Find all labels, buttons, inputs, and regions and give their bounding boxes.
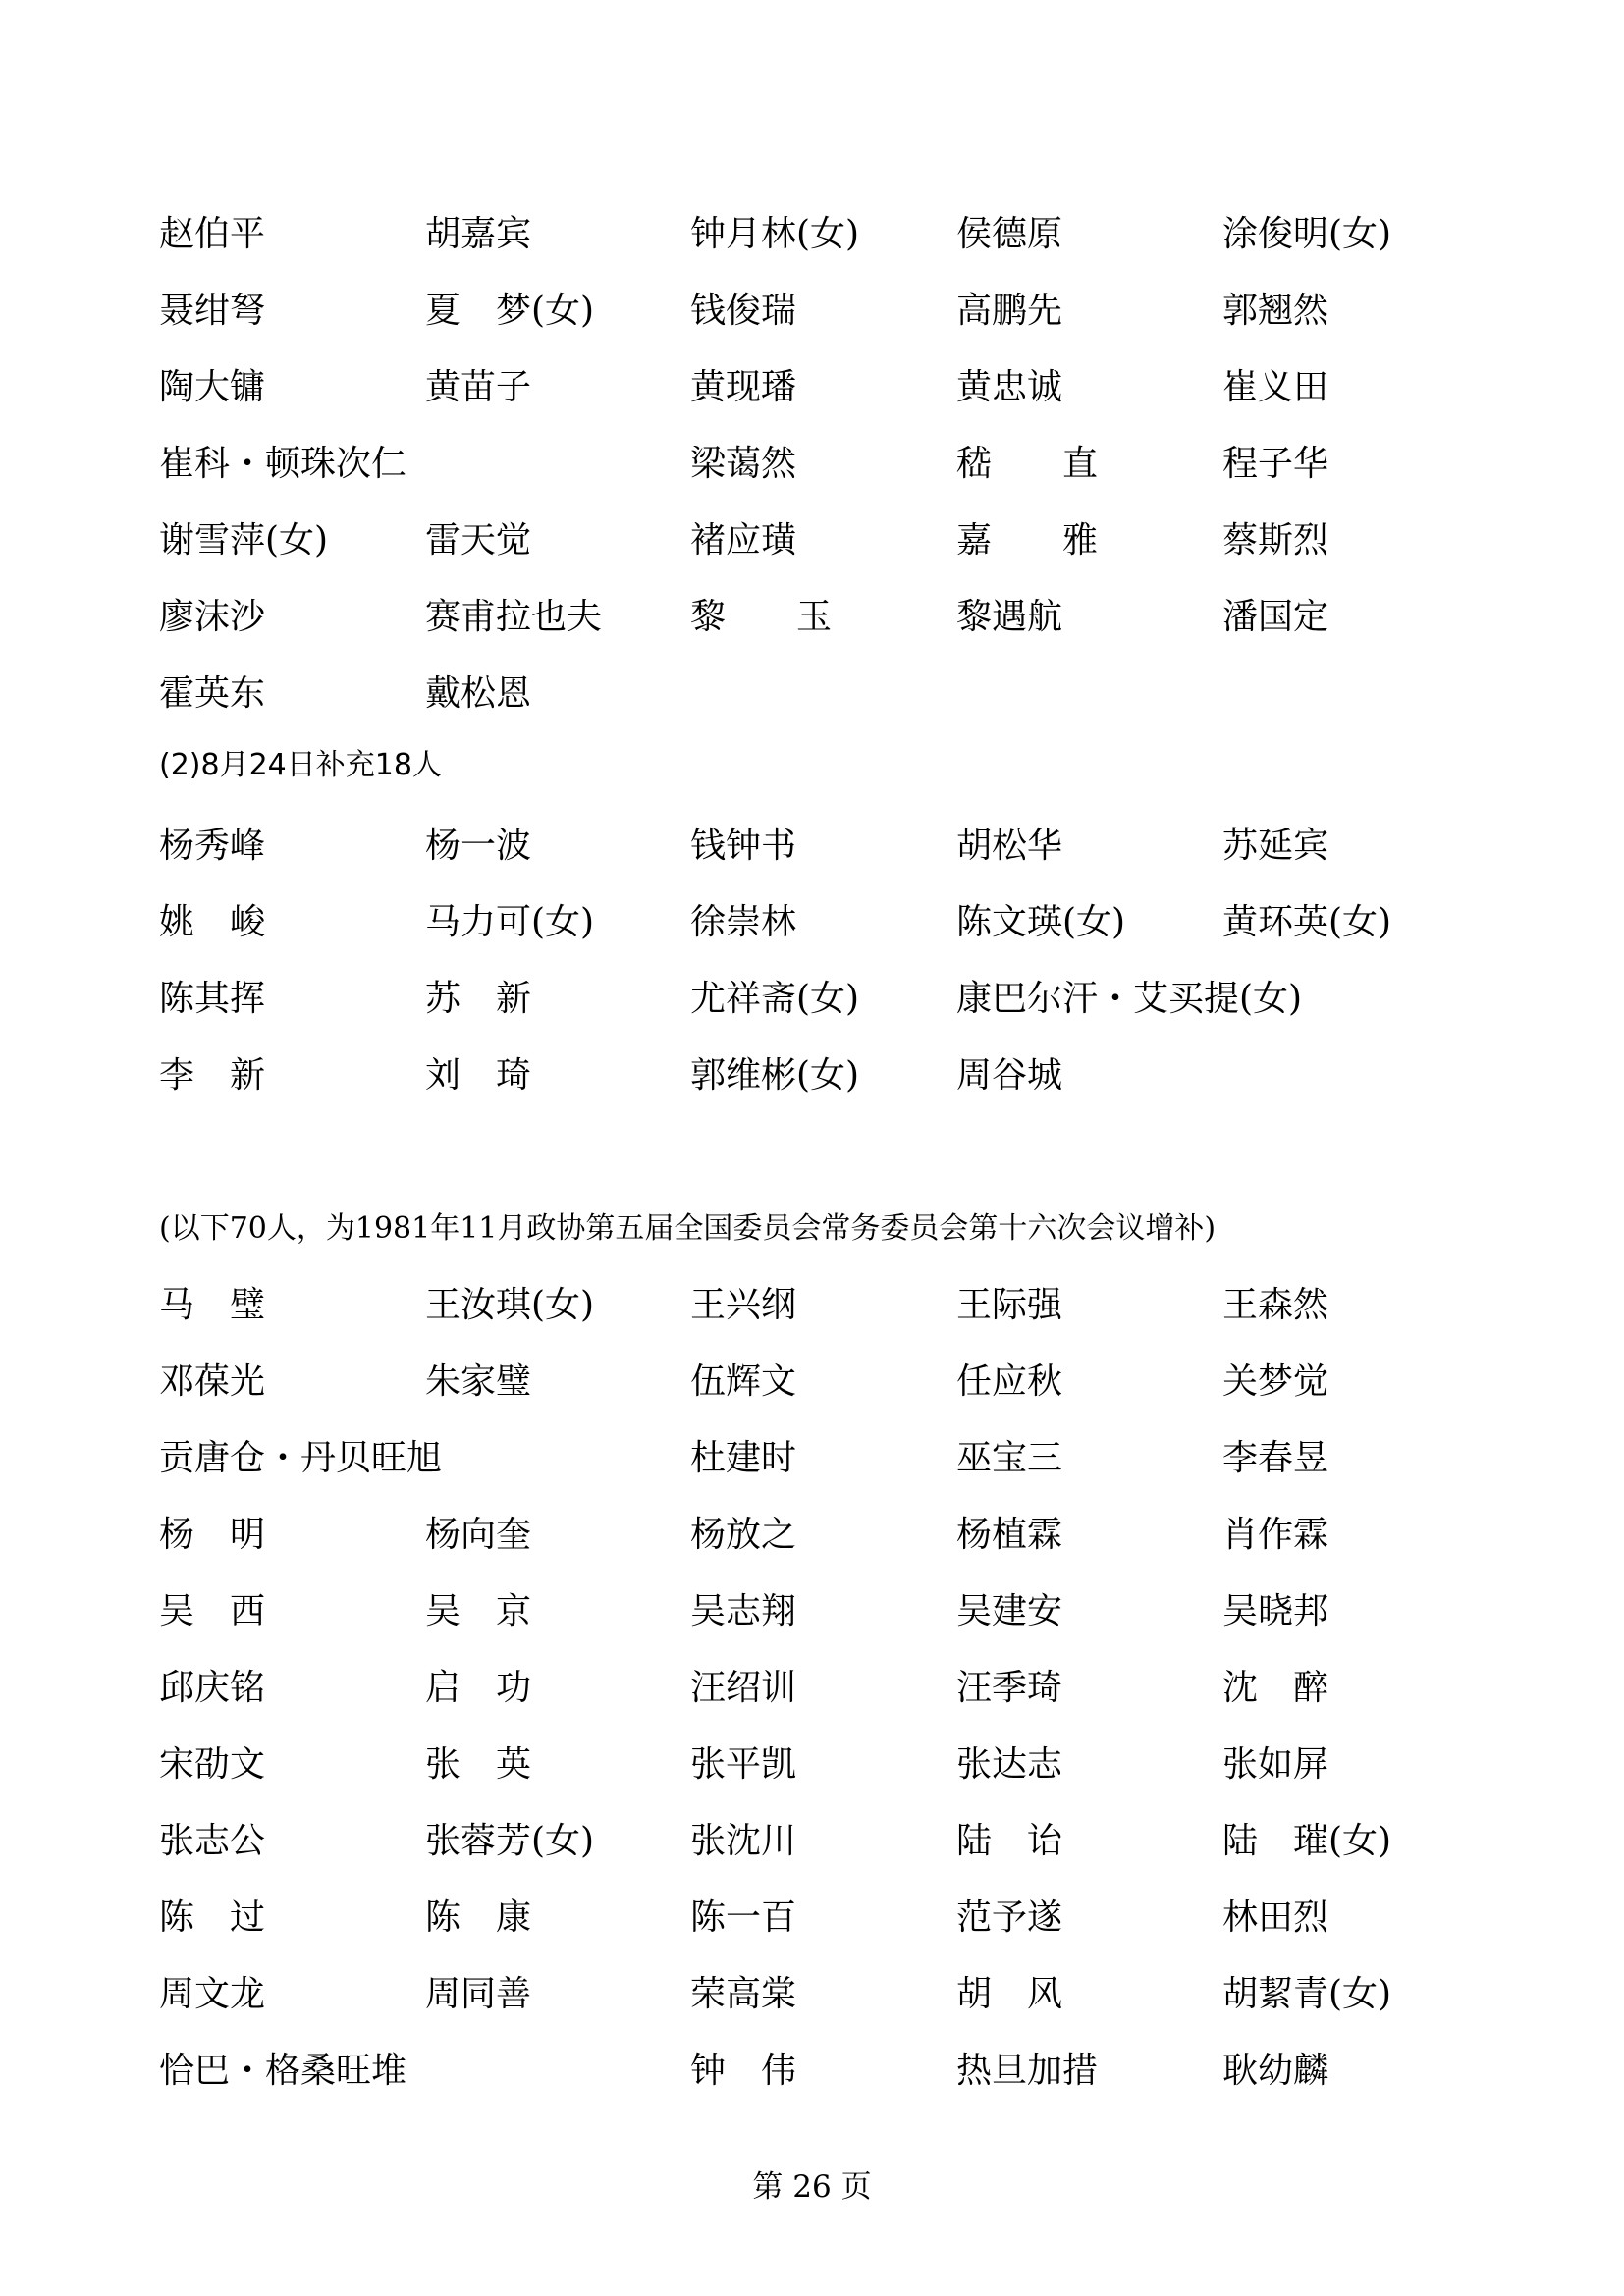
name-cell: 杨向奎 — [425, 1515, 532, 1555]
name-cell: 郭维彬(女) — [690, 1055, 860, 1095]
name-cell: 王汝琪(女) — [425, 1285, 595, 1325]
name-cell: 黎遇航 — [956, 597, 1063, 637]
name-cell: 陆 璀(女) — [1222, 1821, 1392, 1861]
name-cell: 苏 新 — [425, 979, 532, 1019]
name-cell: 任应秋 — [956, 1362, 1063, 1402]
table-row — [159, 808, 1465, 884]
name-cell: 廖沫沙 — [159, 597, 266, 637]
table-row — [159, 196, 1465, 273]
name-cell: 嘉 雅 — [956, 520, 1099, 561]
name-cell: 钟 伟 — [690, 2051, 797, 2091]
name-cell: 赛甫拉也夫 — [425, 597, 603, 637]
name-cell: 杨一波 — [425, 826, 532, 866]
name-cell: 李 新 — [159, 1055, 266, 1095]
name-cell: 陆 诒 — [956, 1821, 1063, 1861]
name-cell: 王森然 — [1222, 1285, 1329, 1325]
name-cell: 潘国定 — [1222, 597, 1329, 637]
name-cell: 启 功 — [425, 1668, 532, 1708]
name-cell: 张平凯 — [690, 1744, 797, 1785]
name-cell: 热旦加措 — [956, 2051, 1099, 2091]
name-cell: 谢雪萍(女) — [159, 520, 329, 561]
name-cell: 朱家璧 — [425, 1362, 532, 1402]
name-cell: 林田烈 — [1222, 1897, 1329, 1938]
name-cell: 杨放之 — [690, 1515, 797, 1555]
name-cell: 吴晓邦 — [1222, 1591, 1329, 1631]
table-row — [159, 656, 1465, 732]
name-cell: 范予遂 — [956, 1897, 1063, 1938]
name-cell: 嵇 直 — [956, 444, 1099, 484]
name-cell: 涂俊明(女) — [1222, 214, 1392, 254]
name-cell: 黄忠诚 — [956, 367, 1063, 407]
name-cell: 周谷城 — [956, 1055, 1063, 1095]
name-cell: 钱俊瑞 — [690, 291, 797, 331]
name-cell: 陈一百 — [690, 1897, 797, 1938]
name-cell: 黄现璠 — [690, 367, 797, 407]
name-cell: 苏延宾 — [1222, 826, 1329, 866]
section-note: (以下70人，为1981年11月政协第五届全国委员会常务委员会第十六次会议增补) — [159, 1211, 1217, 1246]
name-cell: 恰巴・格桑旺堆 — [159, 2051, 407, 2091]
name-cell: 黄苗子 — [425, 367, 532, 407]
name-cell: 梁蔼然 — [690, 444, 797, 484]
name-list-section-1 — [159, 196, 1465, 732]
name-cell: 徐崇林 — [690, 902, 797, 942]
name-cell: 杨秀峰 — [159, 826, 266, 866]
name-cell: 邱庆铭 — [159, 1668, 266, 1708]
table-row — [159, 273, 1465, 349]
name-cell: 肖作霖 — [1222, 1515, 1329, 1555]
name-cell: 汪季琦 — [956, 1668, 1063, 1708]
table-row — [159, 1650, 1465, 1727]
name-cell: 吴 西 — [159, 1591, 266, 1631]
name-cell: 马 璧 — [159, 1285, 266, 1325]
name-cell: 尤祥斋(女) — [690, 979, 860, 1019]
table-row — [159, 1038, 1465, 1114]
table-row — [159, 1574, 1465, 1650]
name-cell: 霍英东 — [159, 673, 266, 714]
name-cell: 钱钟书 — [690, 826, 797, 866]
name-cell: 戴松恩 — [425, 673, 532, 714]
section-heading: (2)8月24日补充18人 — [159, 748, 442, 782]
page-number: 第 26 页 — [752, 2169, 872, 2205]
name-cell: 关梦觉 — [1222, 1362, 1329, 1402]
name-cell: 胡絜青(女) — [1222, 1974, 1392, 2014]
name-cell: 张如屏 — [1222, 1744, 1329, 1785]
name-cell: 杨植霖 — [956, 1515, 1063, 1555]
name-cell: 王际强 — [956, 1285, 1063, 1325]
table-row — [159, 961, 1465, 1038]
name-cell: 张蓉芳(女) — [425, 1821, 595, 1861]
name-cell: 王兴纲 — [690, 1285, 797, 1325]
table-row — [159, 1727, 1465, 1803]
name-cell: 陈 过 — [159, 1897, 266, 1938]
name-cell: 贡唐仓・丹贝旺旭 — [159, 1438, 443, 1478]
name-cell: 陶大镛 — [159, 367, 266, 407]
table-row — [159, 1344, 1465, 1420]
name-cell: 邓葆光 — [159, 1362, 266, 1402]
name-cell: 聂绀弩 — [159, 291, 266, 331]
name-cell: 荣高棠 — [690, 1974, 797, 2014]
name-cell: 张志公 — [159, 1821, 266, 1861]
name-cell: 陈 康 — [425, 1897, 532, 1938]
name-cell: 周同善 — [425, 1974, 532, 2014]
name-cell: 李春昱 — [1222, 1438, 1329, 1478]
name-cell: 黄环英(女) — [1222, 902, 1392, 942]
table-row — [159, 579, 1465, 656]
name-cell: 汪绍训 — [690, 1668, 797, 1708]
name-cell: 侯德原 — [956, 214, 1063, 254]
name-cell: 张 英 — [425, 1744, 532, 1785]
name-cell: 张达志 — [956, 1744, 1063, 1785]
name-list-section-3 — [159, 1267, 1465, 2109]
name-cell: 巫宝三 — [956, 1438, 1063, 1478]
table-row — [159, 1956, 1465, 2033]
name-cell: 陈其挥 — [159, 979, 266, 1019]
table-row — [159, 1880, 1465, 1956]
table-row — [159, 1420, 1465, 1497]
name-cell: 杨 明 — [159, 1515, 266, 1555]
table-row — [159, 1267, 1465, 1344]
name-cell: 耿幼麟 — [1222, 2051, 1329, 2091]
table-row — [159, 1497, 1465, 1574]
table-row — [159, 1803, 1465, 1880]
name-cell: 吴志翔 — [690, 1591, 797, 1631]
name-cell: 陈文瑛(女) — [956, 902, 1126, 942]
name-cell: 崔义田 — [1222, 367, 1329, 407]
table-row — [159, 349, 1465, 426]
name-cell: 胡松华 — [956, 826, 1063, 866]
name-cell: 杜建时 — [690, 1438, 797, 1478]
name-cell: 夏 梦(女) — [425, 291, 595, 331]
name-cell: 刘 琦 — [425, 1055, 532, 1095]
name-cell: 高鹏先 — [956, 291, 1063, 331]
name-cell: 吴 京 — [425, 1591, 532, 1631]
name-cell: 程子华 — [1222, 444, 1329, 484]
table-row — [159, 2033, 1465, 2109]
name-cell: 胡嘉宾 — [425, 214, 532, 254]
name-cell: 康巴尔汗・艾买提(女) — [956, 979, 1303, 1019]
name-list-section-2 — [159, 808, 1465, 1114]
name-cell: 周文龙 — [159, 1974, 266, 2014]
table-row — [159, 503, 1465, 579]
name-cell: 伍辉文 — [690, 1362, 797, 1402]
name-cell: 沈 醉 — [1222, 1668, 1329, 1708]
table-row — [159, 426, 1465, 503]
name-cell: 胡 风 — [956, 1974, 1063, 2014]
table-row — [159, 884, 1465, 961]
name-cell: 黎 玉 — [690, 597, 833, 637]
name-cell: 蔡斯烈 — [1222, 520, 1329, 561]
name-cell: 钟月林(女) — [690, 214, 860, 254]
name-cell: 张沈川 — [690, 1821, 797, 1861]
name-cell: 雷天觉 — [425, 520, 532, 561]
name-cell: 宋劭文 — [159, 1744, 266, 1785]
name-cell: 褚应璜 — [690, 520, 797, 561]
name-cell: 姚 峻 — [159, 902, 266, 942]
name-cell: 崔科・顿珠次仁 — [159, 444, 407, 484]
name-cell: 马力可(女) — [425, 902, 595, 942]
name-cell: 郭翘然 — [1222, 291, 1329, 331]
name-cell: 吴建安 — [956, 1591, 1063, 1631]
name-cell: 赵伯平 — [159, 214, 266, 254]
